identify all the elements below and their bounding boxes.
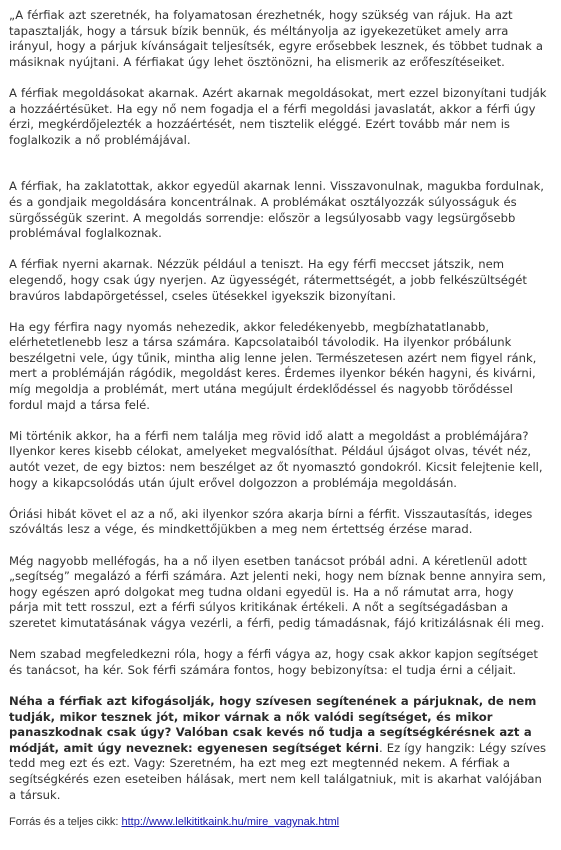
paragraph-7: Óriási hibát követ el az a nő, aki ilyenkor szóra akarja bírni a férfit. Visszautasítás, ideges szóváltás lesz a vége, és mindkettőjükben a meg nem értettség érzése marad.	[9, 506, 533, 537]
paragraph-8: Még nagyobb melléfogás, ha a nő ilyen esetben tanácsot próbál adni. A kéretlenül adott „segítség” megalázó a férfi számára. Azt jelenti neki, hogy nem bíznak benne annyira sem, hogy egészen apró dolgokat meg tudna oldani egyedül is. Ha a nő rámutat arra, hogy párja mit tett rosszul, ezt a férfi súlyos kritikának értékeli. A nőt a segítségadásban a szeretet kimutatásának vágya vezérli, a férfi, pedig támadásnak, fájó kritizálásnak éli meg.	[9, 553, 546, 630]
paragraph-1: „A férfiak azt szeretnék, ha folyamatosan érezhetnék, hogy szükség van rájuk. Ha azt tapasztalják, hogy a társuk bízik bennük, és méltányolja az igyekezetüket amely arra irányul, hogy a párjuk kívánságait teljesítsék, egyre erősebbek lesznek, és többet tudnak a másiknak nyújtani. A férfiakat úgy lehet ösztönözni, ha elismerik az erőfeszítéseiket.	[9, 8, 543, 69]
paragraph-final-bold: Néha a férfiak azt kifogásolják, hogy szívesen segítenének a párjuknak, de nem tudják, mikor tesznek jót, mikor várnak a nők valódi segítséget, és mikor panaszkodnak csak úgy? Valóban csak kevés nő tudja a segítségkérésnek azt a módját, amit úgy neveznek: egyenesen segítséget kérni	[9, 693, 537, 755]
paragraph-9: Nem szabad megfeledkezni róla, hogy a férfi vágya az, hogy csak akkor kapjon segítséget és tanácsot, ha kér. Sok férfi számára fontos, hogy bebizonyítsa: el tudja érni a céljait.	[9, 647, 538, 677]
paragraph-3: A férfiak, ha zaklatottak, akkor egyedül akarnak lenni. Visszavonulnak, magukba fordulnak, és a gondjaik megoldására koncentrálnak. A problémákat osztályozzák súlyosságuk és sürgősségük szerint. A megoldás sorrendje: először a legsúlyosabb vagy legsürgősebb problémával foglalkoznak.	[9, 179, 544, 241]
paragraph-2: A férfiak megoldásokat akarnak. Azért akarnak megoldásokat, mert ezzel bizonyítani tudják a hozzáértésüket. Ha egy nő nem fogadja el a férfi megoldási javaslatát, akkor a férfi úgy érzi, megkérdőjelezték a hozzáértését, nem tisztelik eléggé. Ezért tovább már nem is foglalkozik a nő problémájával.	[9, 85, 547, 147]
source-label: Forrás és a teljes cikk:	[9, 816, 122, 829]
paragraph-5: Ha egy férfira nagy nyomás nehezedik, akkor feledékenyebb, megbízhatatlanabb, elérhetetlenebb lesz a társa számára. Kapcsolataiból távolodik. Ha ilyenkor próbálunk beszélgetni vele, úgy tűnik, mintha alig lenne jelen. Természetesen azért nem figyel ránk, mert a problémáján rágódik, megoldást keres. Érdemes ilyenkor békén hagyni, és kivárni, míg megoldja a problémát, mert utána megújult érdeklődéssel és nagyobb törődéssel fordul majd a társa felé.	[9, 319, 537, 412]
paragraph-final-normal: . Ez így hangzik: Légy szíves tedd meg ezt és ezt. Vagy: Szeretném, ha ezt meg ezt megtennéd nekem. A férfiak a segítségkérés ezen eseteiben hálásak, mert nem kell találgatniuk, mit is akarhat valójában a társuk.	[9, 740, 547, 802]
paragraph-4: A férfiak nyerni akarnak. Nézzük például a teniszt. Ha egy férfi meccset játszik, nem elegendő, hogy csak úgy nyerjen. Az ügyességét, rátermettségét, a jobb felkészültségét bravúros labdapörgetéssel, cseles ütésekkel igyekszik bizonyítani.	[9, 257, 527, 303]
source-line	[9, 815, 547, 829]
paragraph-6: Mi történik akkor, ha a férfi nem találja meg rövid idő alatt a megoldást a problémájára? Ilyenkor keres kisebb célokat, amelyeket megvalósíthat. Például újságot olvas, tévét néz, autót vezet, de egy biztos: nem beszélget az őt nyomasztó gondokról. Kicsit felejtenie kell, hogy a kikapcsolódás után újult erővel dolgozzon a problémája megoldásán.	[9, 428, 543, 490]
source-link[interactable]: http://www.lelkititkaink.hu/mire_vagynak.html	[121, 816, 340, 829]
paragraph-final	[9, 694, 547, 803]
